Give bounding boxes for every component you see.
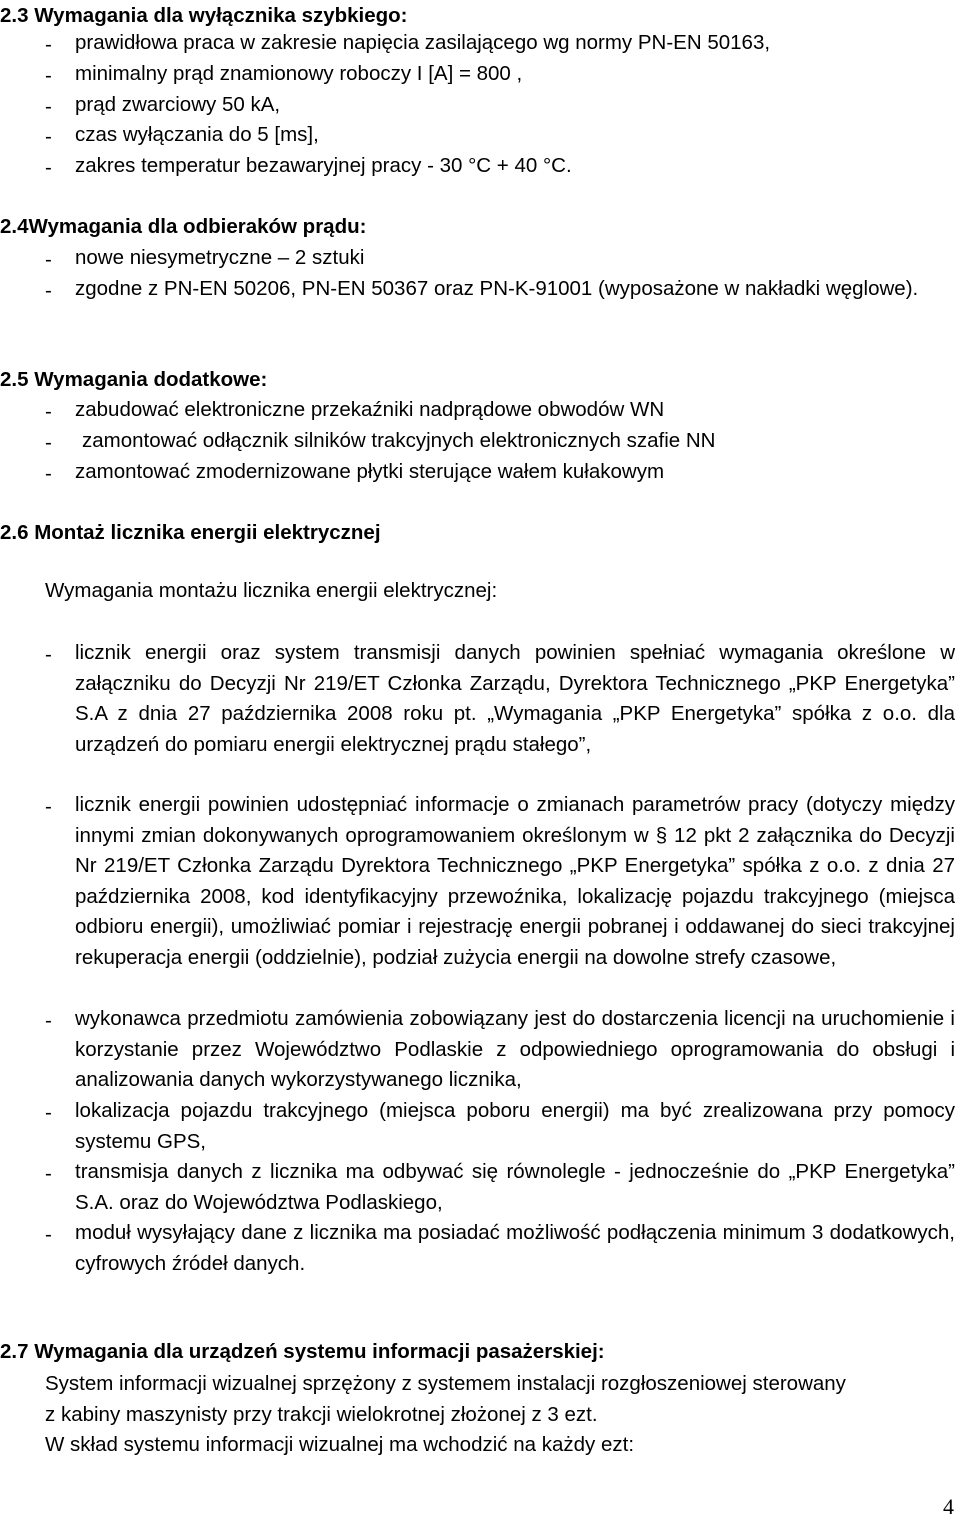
list-item: minimalny prąd znamionowy roboczy I [A] = 800 , [75, 62, 523, 85]
paragraph-line: W skład systemu informacji wizualnej ma wchodzić na każdy ezt: [45, 1433, 635, 1456]
bullet: - [45, 279, 52, 302]
list-item: zakres temperatur bezawaryjnej pracy - 30 °C + 40 °C. [75, 154, 572, 177]
list-item: zabudować elektroniczne przekaźniki nadprądowe obwodów WN [75, 398, 665, 421]
bullet: - [45, 431, 52, 454]
bullet: - [45, 125, 52, 148]
bullet: - [45, 1009, 52, 1032]
list-item: zamontować zmodernizowane płytki sterujące wałem kułakowym [75, 460, 665, 483]
section-2-6-heading: 2.6 Montaż licznika energii elektrycznej [0, 521, 381, 544]
list-item: czas wyłączania do 5 [ms], [75, 123, 319, 146]
list-item: moduł wysyłający dane z licznika ma posiadać możliwość podłączenia minimum 3 dodatkowych, cyfrowych źródeł danych. [75, 1221, 955, 1275]
section-2-5-heading: 2.5 Wymagania dodatkowe: [0, 368, 268, 391]
list-item: nowe niesymetryczne – 2 sztuki [75, 246, 365, 269]
list-item: prawidłowa praca w zakresie napięcia zasilającego wg normy PN-EN 50163, [75, 31, 771, 54]
section-2-3-heading: 2.3 Wymagania dla wyłącznika szybkiego: [0, 4, 408, 27]
section-2-4-heading: 2.4Wymagania dla odbieraków prądu: [0, 215, 367, 238]
list-item: lokalizacja pojazdu trakcyjnego (miejsca poboru energii) ma być zrealizowana przy pomocy systemu GPS, [75, 1099, 955, 1153]
bullet: - [45, 156, 52, 179]
bullet: - [45, 643, 52, 666]
list-item: licznik energii powinien udostępniać informacje o zmianach parametrów pracy (dotyczy między innymi zmian dokonywanych oprogramowaniem określonym w § 12 pkt 2 załącznika do Decyzji Nr 219/ET Członka Zarządu Dyrektora Technicznego „PKP Energetyka” spółka z o.o. z dnia 27 października 2008, kod identyfikacyjny przewoźnika, lokalizację pojazdu trakcyjnego (miejsca odbioru energii), umożliwiać pomiar i rejestrację energii pobranej i oddawanej do sieci trakcyjnej rekuperacja energii (oddzielnie), podział zużycia energii na dowolne strefy czasowe, [75, 793, 955, 969]
bullet: - [45, 248, 52, 271]
page-number: 4 [943, 1494, 954, 1519]
section-2-7-heading: 2.7 Wymagania dla urządzeń systemu informacji pasażerskiej: [0, 1340, 605, 1363]
bullet: - [45, 1162, 52, 1185]
paragraph-line: System informacji wizualnej sprzężony z systemem instalacji rozgłoszeniowej sterowany [45, 1372, 846, 1395]
bullet: - [45, 400, 52, 423]
list-item: prąd zwarciowy 50 kA, [75, 93, 281, 116]
list-item: transmisja danych z licznika ma odbywać się równolegle - jednocześnie do „PKP Energetyka” S.A. oraz do Województwa Podlaskiego, [75, 1160, 955, 1214]
list-item: zamontować odłącznik silników trakcyjnych elektronicznych szafie NN [82, 429, 716, 452]
list-item: wykonawca przedmiotu zamówienia zobowiązany jest do dostarczenia licencji na uruchomienie i korzystanie przez Województwo Podlaskie z odpowiedniego oprogramowania do obsługi i analizowania danych wykorzystywanego licznika, [75, 1007, 955, 1092]
bullet: - [45, 64, 52, 87]
bullet: - [45, 95, 52, 118]
bullet: - [45, 1223, 52, 1246]
bullet: - [45, 462, 52, 485]
list-item: licznik energii oraz system transmisji danych powinien spełniać wymagania określone w załączniku do Decyzji Nr 219/ET Członka Zarządu, Dyrektora Technicznego „PKP Energetyka” S.A z dnia 27 października 2008 roku pt. „Wymagania „PKP Energetyka” spółka z o.o. dla urządzeń do pomiaru energii elektrycznej prądu stałego”, [75, 641, 955, 756]
list-item: zgodne z PN-EN 50206, PN-EN 50367 oraz PN-K-91001 (wyposażone w nakładki węglowe). [75, 277, 919, 300]
paragraph-line: z kabiny maszynisty przy trakcji wielokrotnej złożonej z 3 ezt. [45, 1403, 598, 1426]
bullet: - [45, 1101, 52, 1124]
bullet: - [45, 795, 52, 818]
bullet: - [45, 33, 52, 56]
section-2-6-intro: Wymagania montażu licznika energii elektrycznej: [45, 579, 498, 602]
